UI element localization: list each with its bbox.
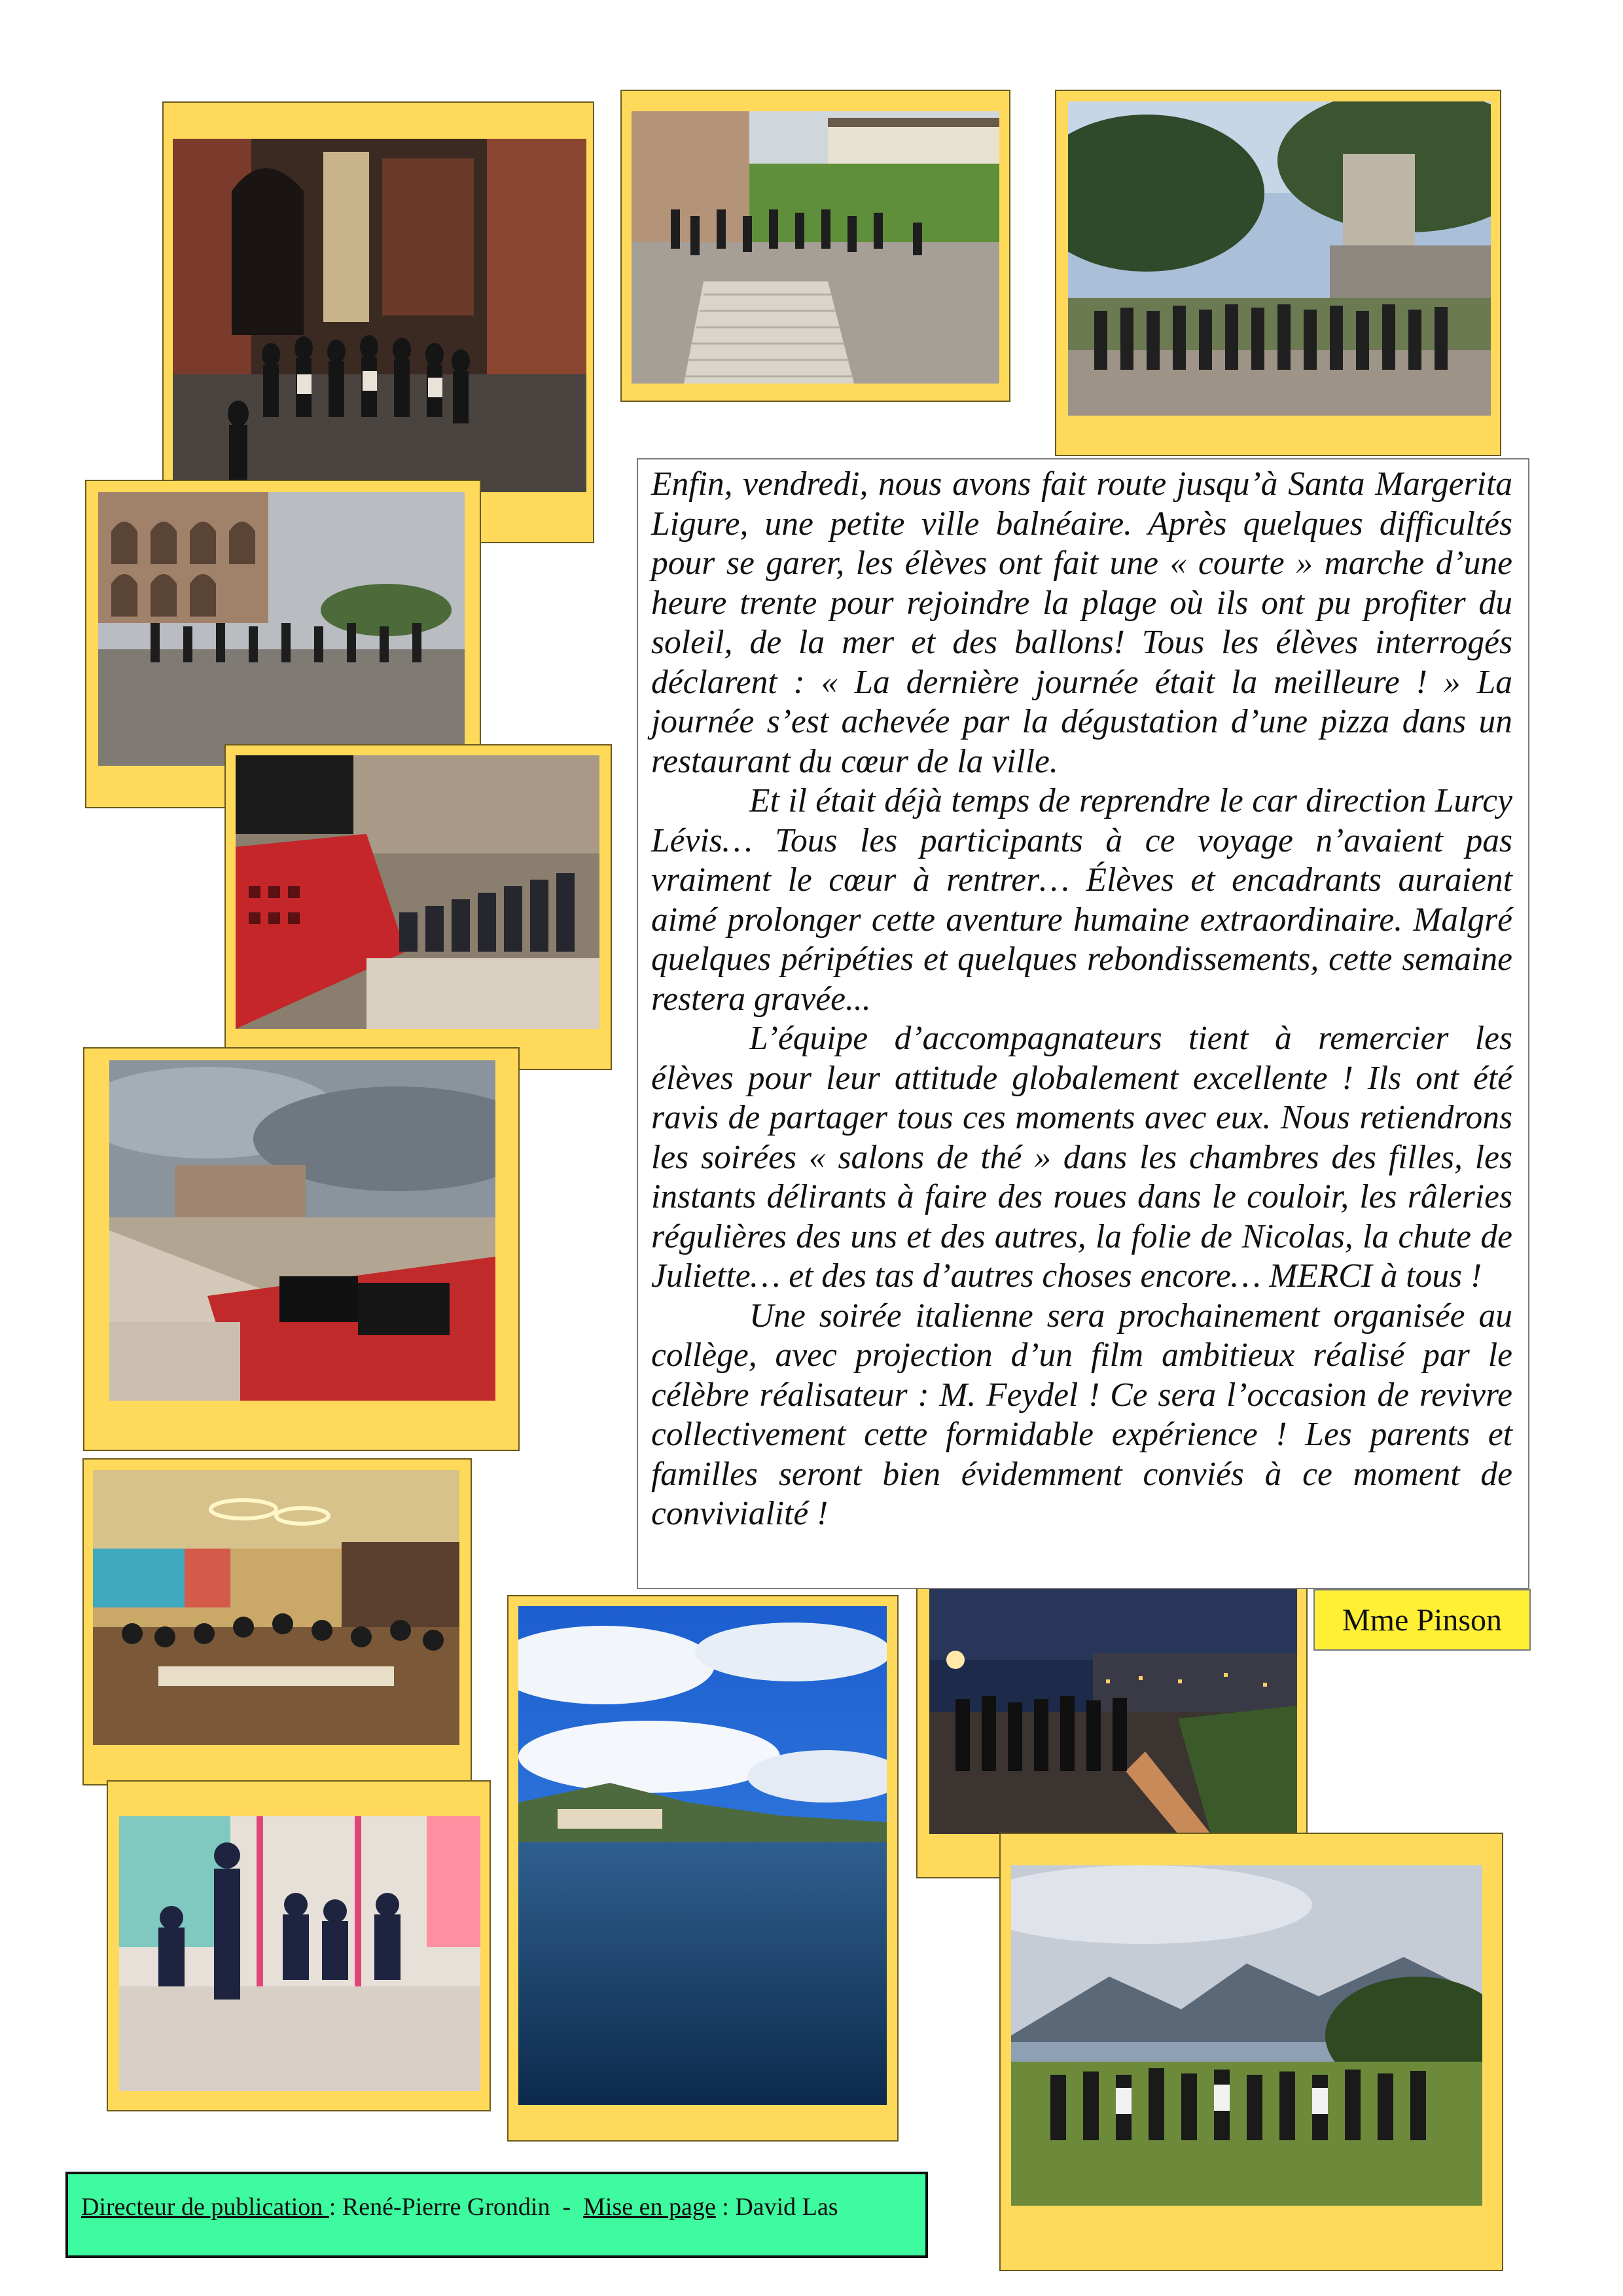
photo-evening-promenade <box>929 1555 1297 1834</box>
photo-arena-cloudy <box>109 1060 495 1401</box>
credits-footer <box>65 2172 928 2258</box>
article-text-box <box>637 458 1529 1589</box>
director-name: René-Pierre Grondin <box>342 2193 550 2221</box>
article-paragraph: L’équipe d’accompagnateurs tient à remercier les élèves pour leur attitude globalement excellente ! Ils ont été ravis de partager tous ces moments avec eux. Nous retiendrons les soirées « salons de thé » dans les chambres des filles, les instants délirants à faire des roues dans le couloir, les râleries régulières des uns et des autres, la folie de Nicolas, la chute de Juliette… et des tas d’autres choses encore… MERCI à tous ! <box>651 1020 1512 1295</box>
director-label: Directeur de publication <box>81 2193 329 2221</box>
director-separator: : <box>329 2193 342 2221</box>
author-name: Mme Pinson <box>1342 1602 1503 1638</box>
photo-arena-exterior <box>98 492 465 766</box>
photo-mountain-group <box>1011 1865 1482 2206</box>
author-signature <box>1313 1589 1531 1651</box>
photo-church-interior <box>173 139 586 492</box>
credits-dash: - <box>550 2193 584 2221</box>
photo-stairs-garden <box>632 111 999 384</box>
photo-swings-room <box>119 1816 480 2091</box>
layout-label: Mise en page <box>583 2193 716 2221</box>
article-paragraph: Enfin, vendredi, nous avons fait route jusqu’à Santa Margerita Ligure, une petite ville balnéaire. Après quelques difficultés pour se garer, les élèves ont fait une « courte » marche d’une heure trente pour rejoindre la plage où ils ont pu profiter du soleil, de la mer et des ballons! Tous les élèves interrogés déclarent : « La dernière journée était la meilleure ! » La journée s’est achevée par la dégustation d’une pizza dans un restaurant du cœur de la ville. <box>651 465 1512 780</box>
photo-sea-coast <box>518 1606 887 2105</box>
layout-separator: : <box>715 2193 736 2221</box>
layout-name: David Las <box>735 2193 838 2221</box>
photo-arena-seats <box>236 755 599 1029</box>
photo-hill-group <box>1068 101 1491 416</box>
photo-restaurant <box>93 1470 459 1745</box>
article-paragraph: Et il était déjà temps de reprendre le car direction Lurcy Lévis… Tous les participants à ce voyage n’avaient pas vraiment le cœur à rentrer… Élèves et encadrants auraient aimé prolonger cette aventure humaine extraordinaire. Malgré quelques péripéties et quelques rebondissements, cette semaine restera gravée... <box>651 782 1512 1018</box>
article-paragraph: Une soirée italienne sera prochainement organisée au collège, avec projection d’un film ambitieux réalisé par le célèbre réalisateur : M. Feydel ! Ce sera l’occasion de revivre collectivement cette formidable expérience ! Les parents et familles seront bien évidemment conviés à ce moment de convivialité ! <box>651 1297 1512 1532</box>
